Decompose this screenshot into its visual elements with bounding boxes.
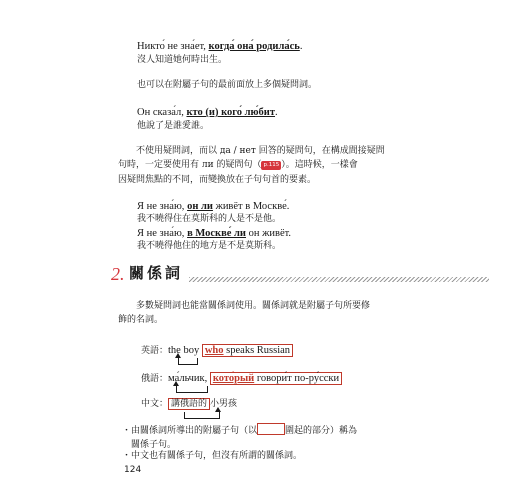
label-chinese: 中文：: [141, 399, 169, 409]
modification-arrow: [184, 412, 220, 419]
clause-text: говори́т по-ру́сски: [254, 373, 340, 384]
text: 飾的名詞。: [118, 315, 164, 326]
example-russian-3b: [137, 227, 291, 240]
relative-clause-box: [202, 344, 293, 357]
focus-element: он ли: [187, 201, 213, 212]
heading-hatch-rule: [189, 277, 489, 282]
head-noun: 小男孩: [210, 399, 238, 409]
text: 回答的疑問句，在構成間接疑問: [255, 146, 385, 156]
example-russian-2: [137, 106, 278, 119]
text: Я не зна́ю,: [137, 201, 188, 212]
arrowhead: [175, 353, 181, 358]
box-symbol: [257, 423, 285, 435]
bullet-chinese-note: ・中文也有關係子句，但沒有所謂的關係詞。: [122, 451, 303, 461]
text: Я не зна́ю,: [137, 228, 188, 239]
text: 不使用疑問詞，而以: [136, 146, 220, 156]
subordinate-clause: когда́ она́ родила́сь: [208, 41, 300, 52]
modification-arrow: [178, 358, 198, 365]
focus-element: в Москве́ ли: [187, 228, 246, 239]
antecedent: the boy: [168, 345, 202, 356]
text: Никто́ не зна́ет,: [137, 41, 209, 52]
paragraph-li-questions: [118, 144, 388, 187]
text: да / нет: [219, 146, 256, 156]
section-heading: [111, 263, 411, 289]
clause-text: speaks Russian: [223, 345, 291, 356]
example-chinese-2: 他說了是誰愛誰。: [137, 121, 210, 131]
section-title: 關係詞: [129, 264, 184, 282]
text: 多數疑問詞也能當關係詞使用。關係詞就是附屬子句所要修: [136, 301, 371, 311]
text: живёт в Москве́.: [212, 201, 290, 212]
text: 句時，一定要使用有: [118, 160, 202, 171]
text: Он сказа́л,: [137, 107, 187, 118]
example-chinese-relative: [141, 398, 237, 410]
example-russian-relative: [141, 372, 342, 385]
paragraph-relative-words: [118, 299, 388, 328]
relative-clause-box: 講俄語的: [168, 398, 210, 410]
example-chinese-3a: 我不曉得住在莫斯科的人是不是他。: [137, 214, 282, 224]
antecedent: ма́льчик,: [168, 373, 210, 384]
relative-word: кото́рый: [212, 373, 255, 384]
arrowhead: [173, 381, 179, 386]
text: ）。這時候，一樣會: [281, 160, 358, 171]
example-english: [141, 344, 293, 357]
label-english: 英語：: [141, 346, 169, 356]
note-multiple-interrogatives: 也可以在附屬子句的最前面放上多個疑問詞。: [137, 80, 318, 90]
text: .: [299, 41, 303, 52]
text: 關係子句。: [131, 440, 177, 451]
modification-arrow: [176, 386, 208, 393]
text: 圍起的部分）稱為: [285, 426, 358, 436]
text: 的疑問句（: [213, 160, 262, 171]
page-number: 124: [124, 465, 142, 475]
page-reference-badge: p.115: [263, 162, 280, 169]
text: 因疑問焦點的不同，而變換放在子句句首的要素。: [118, 174, 317, 185]
relative-clause-box: [210, 372, 342, 385]
example-chinese-1: 沒人知道她何時出生。: [137, 55, 228, 65]
text: .: [275, 107, 278, 118]
example-russian-3a: [137, 200, 289, 213]
example-russian-1: [137, 40, 302, 53]
text: ・由關係詞所導出的附屬子句（以: [122, 426, 258, 436]
section-number: 2.: [111, 264, 125, 284]
text: он живёт.: [246, 228, 292, 239]
arrowhead: [215, 407, 221, 412]
label-russian: 俄語：: [141, 374, 169, 384]
text: ли: [201, 160, 214, 171]
subordinate-clause: кто (и) кого́ лю́бит: [186, 107, 276, 118]
example-chinese-3b: 我不曉得他住的地方是不是莫斯科。: [137, 241, 282, 251]
relative-word: who: [204, 345, 224, 356]
